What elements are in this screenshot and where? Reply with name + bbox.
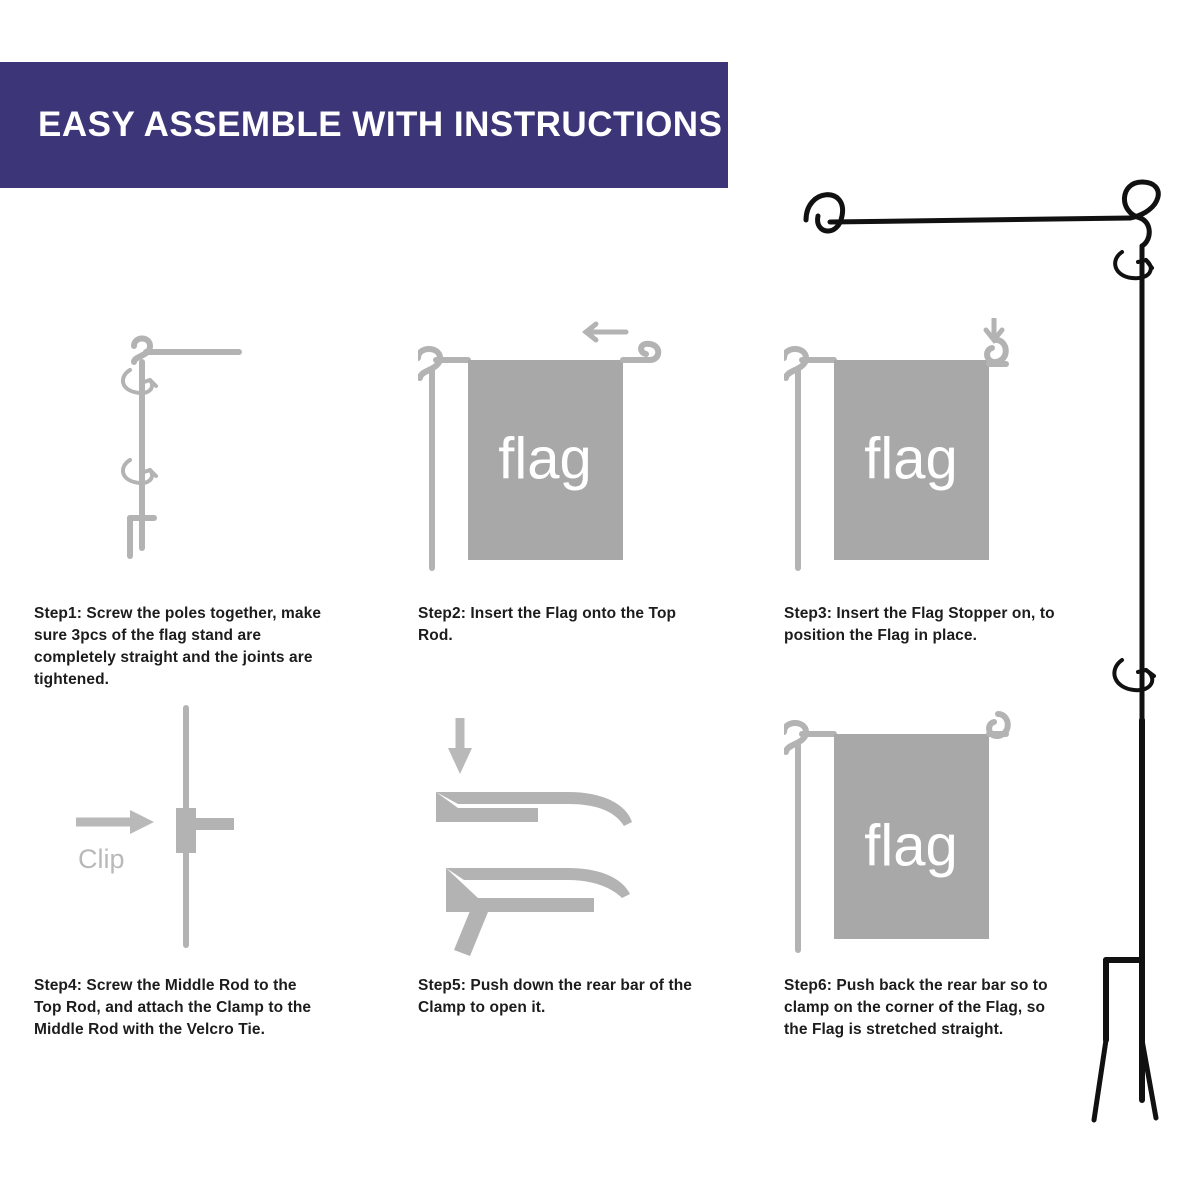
arrow-head-down — [448, 748, 472, 774]
clip-body — [176, 808, 196, 853]
step-2-illustration — [418, 318, 718, 588]
clip-arm — [194, 818, 234, 830]
clamp-lower — [446, 868, 630, 956]
arrow-head — [130, 810, 154, 834]
assembled-flag-stand-svg — [770, 160, 1190, 1140]
poles-screw-together-diagram — [34, 318, 324, 588]
insert-flag-onto-top-rod-diagram — [418, 318, 718, 588]
step-2-caption: Step2: Insert the Flag onto the Top Rod. — [418, 605, 677, 644]
step-5-illustration — [418, 700, 718, 965]
page-title: EASY ASSEMBLE WITH INSTRUCTIONS — [38, 104, 723, 144]
step-4 — [34, 700, 324, 1038]
flag-label: flag — [498, 426, 592, 492]
step-6-caption: Step6: Push back the rear bar so to clamp on the corner of the Flag, so the Flag is stretched straight. — [784, 977, 1048, 1038]
step-4-illustration — [34, 700, 324, 965]
step-4-caption: Step4: Screw the Middle Rod to the Top Rod, and attach the Clamp to the Middle Rod with the Velcro Tie. — [34, 977, 312, 1038]
header-banner — [0, 62, 728, 188]
flag-label: flag — [864, 813, 958, 879]
clamp-open-diagram — [418, 700, 718, 965]
clip-annotation: Clip — [78, 844, 125, 874]
step-5 — [418, 700, 718, 1016]
clip-to-middle-rod-diagram — [34, 700, 324, 965]
clamp-upper — [436, 792, 632, 826]
step-2 — [418, 318, 718, 644]
flag-label: flag — [864, 426, 958, 492]
assembled-flag-stand — [770, 160, 1190, 1140]
step-1-caption: Step1: Screw the poles together, make sure 3pcs of the flag stand are completely straight and the joints are tightened. — [34, 605, 322, 688]
step-1 — [34, 318, 324, 688]
step-5-caption: Step5: Push down the rear bar of the Clamp to open it. — [418, 977, 693, 1016]
step-1-illustration — [34, 318, 324, 588]
step-3-caption: Step3: Insert the Flag Stopper on, to position the Flag in place. — [784, 605, 1055, 644]
